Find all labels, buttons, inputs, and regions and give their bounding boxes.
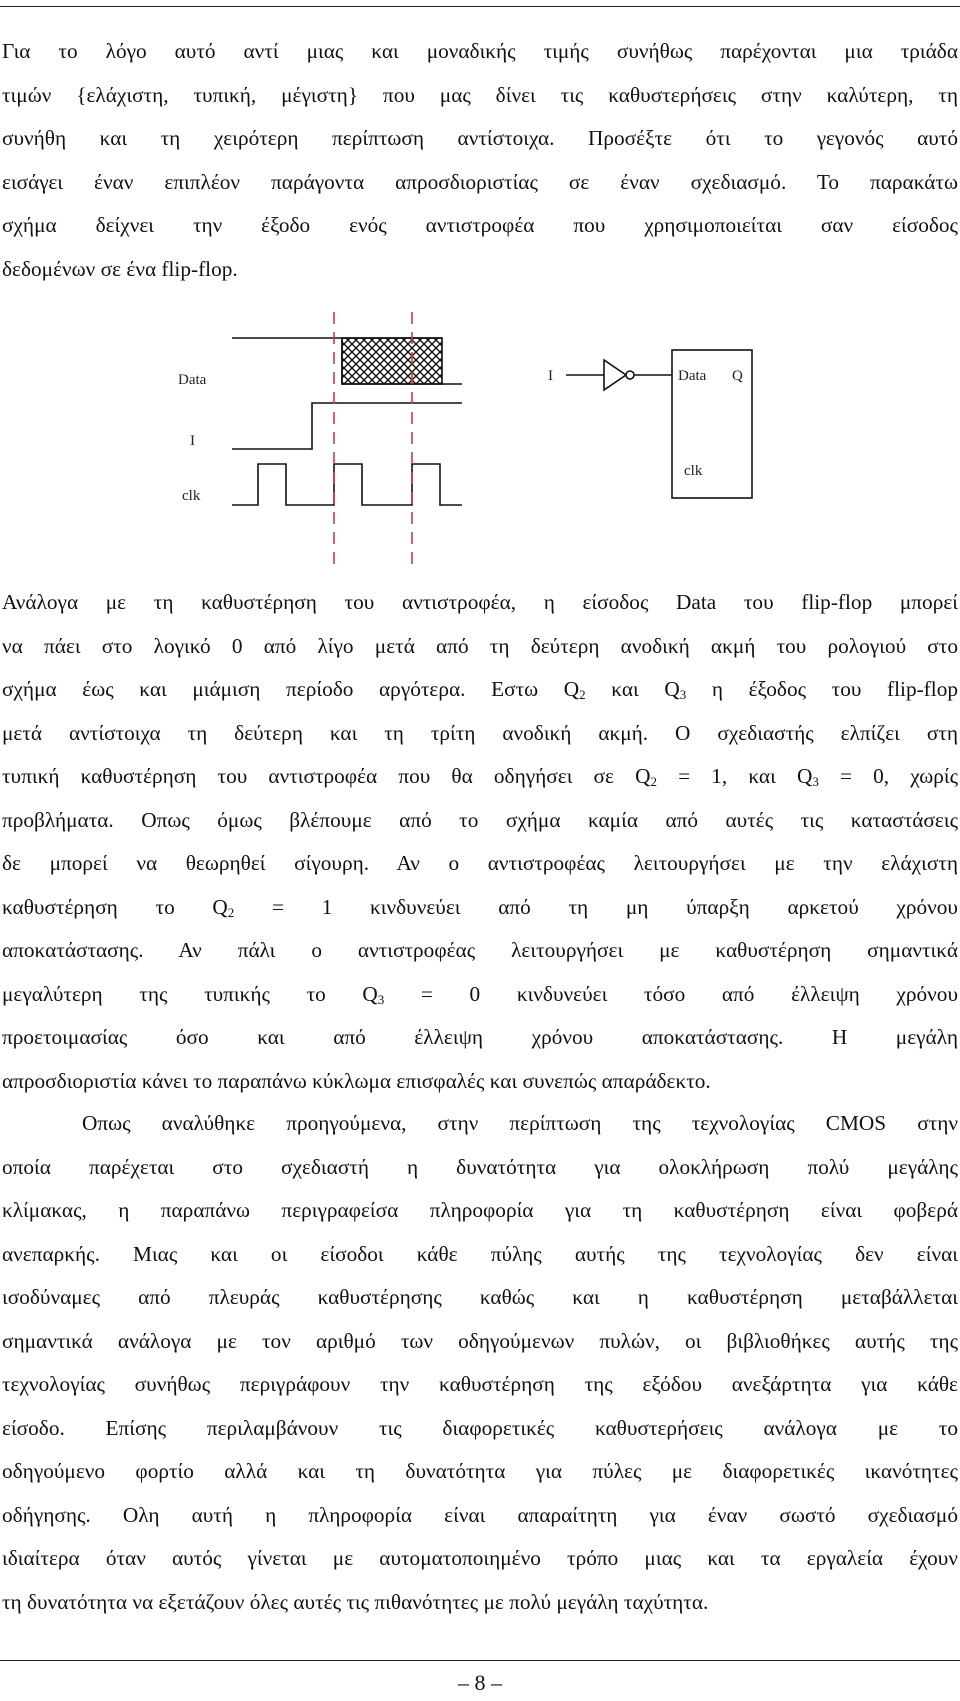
- text-line: είσοδο. Επίσης περιλαμβάνουν τις διαφορετικές καθυστερήσεις ανάλογα με το: [2, 1415, 958, 1440]
- text-line: δεδομένων σε ένα flip-flop.: [2, 256, 238, 281]
- timing-diagram-figure: [0, 300, 960, 580]
- text-line: ιδιαίτερα όταν αυτός γίνεται με αυτοματοποιημένο τρόπο μιας και τα εργαλεία έχουν: [2, 1546, 958, 1570]
- text-line: κλίμακας, η παραπάνω περιγραφείσα πληροφορία για τη καθυστέρηση είναι φοβερά: [2, 1198, 958, 1222]
- flipflop-q-label: Q: [732, 368, 743, 384]
- text-line: σημαντικά ανάλογα με τον αριθμό των οδηγούμενων πυλών, οι βιβλιοθήκες αυτής της: [2, 1328, 958, 1353]
- clock-signal-label: clk: [182, 488, 201, 504]
- data-uncertainty-region: [342, 338, 442, 384]
- inverter-flipflop-circuit: [548, 350, 752, 498]
- text-line: Για το λόγο αυτό αντί μιας και μοναδικής τιμής συνήθως παρέχονται μια τριάδα: [2, 39, 958, 63]
- text-line: αποκατάστασης. Αν πάλι ο αντιστροφέας λειτουργήσει με καθυστέρηση σημαντικά: [2, 938, 958, 962]
- inverter-signal-label: I: [190, 433, 195, 449]
- paragraph-2: [2, 581, 958, 1103]
- text-line: μεγαλύτερη της τυπικής το $Q_3 = 0$ κινδυνεύει τόσο από έλλειψη χρόνου: [2, 981, 958, 1007]
- inverter-output-waveform: [232, 403, 462, 449]
- text-line: απροσδιοριστία κάνει το παραπάνω κύκλωμα επισφαλές και συνεπώς απαράδεκτο.: [2, 1068, 711, 1093]
- text-line: οδήγησης. Ολη αυτή η πληροφορία είναι απαραίτητη για έναν σωστό σχεδιασμό: [2, 1502, 958, 1527]
- inverter-bubble-icon: [626, 371, 634, 379]
- top-rule: [0, 6, 960, 7]
- text-line: Ανάλογα με τη καθυστέρηση του αντιστροφέα, η είσοδος Data του flip-flop μπορεί: [2, 590, 958, 614]
- timing-diagram: [178, 312, 462, 572]
- text-line: προβλήματα. Οπως όμως βλέπουμε από το σχήμα καμία από αυτές τις καταστάσεις: [2, 807, 958, 832]
- text-line: συνήθη και τη χειρότερη περίπτωση αντίστοιχα. Προσέξτε ότι το γεγονός αυτό: [2, 126, 958, 150]
- text-line: εισάγει έναν επιπλέον παράγοντα απροσδιοριστίας σε έναν σχεδιασμό. Το παρακάτω: [2, 169, 958, 194]
- clock-waveform: [232, 464, 462, 505]
- text-line: μετά αντίστοιχα τη δεύτερη και τη τρίτη ανοδική ακμή. Ο σχεδιαστής ελπίζει στη: [2, 720, 958, 745]
- data-signal-label: Data: [178, 372, 207, 388]
- text-line: τεχνολογίας συνήθως περιγράφουν την καθυστέρηση της εξόδου ανεξάρτητα για κάθε: [2, 1372, 958, 1396]
- text-line: τυπική καθυστέρηση του αντιστροφέα που θα οδηγήσει σε $Q_2 = 1$, και $Q_3 = 0$, χωρίς: [2, 764, 959, 789]
- inverter-icon: [604, 360, 626, 390]
- paragraph-1: [2, 30, 958, 291]
- flipflop-data-label: Data: [678, 368, 707, 384]
- footer-rule: [0, 1660, 960, 1661]
- paragraph-3: [2, 1102, 958, 1624]
- text-line: σχήμα έως και μιάμιση περίοδο αργότερα. Εστω $Q_2$ και $Q_3$ η έξοδος του flip-flop: [2, 677, 958, 702]
- text-line: οδηγούμενο φορτίο αλλά και τη δυνατότητα για πύλες με διαφορετικές ικανότητες: [2, 1459, 958, 1483]
- text-line: Οπως αναλύθηκε προηγούμενα, στην περίπτωση της τεχνολογίας CMOS στην: [82, 1111, 958, 1135]
- text-line: σχήμα δείχνει την έξοδο ενός αντιστροφέα που χρησιμοποιείται σαν είσοδος: [2, 213, 958, 237]
- text-line: οποία παρέχεται στο σχεδιαστή η δυνατότητα για ολοκλήρωση πολύ μεγάλης: [2, 1154, 958, 1179]
- text-line: καθυστέρηση το $Q_2 = 1$ κινδυνεύει από τη μη ύπαρξη αρκετού χρόνου: [2, 894, 958, 920]
- text-line: να πάει στο λογικό 0 από λίγο μετά από τη δεύτερη ανοδική ακμή του ρολογιού στο: [2, 633, 958, 658]
- text-line: ανεπαρκής. Μιας και οι είσοδοι κάθε πύλης αυτής της τεχνολογίας δεν είναι: [2, 1241, 958, 1266]
- text-line: δε μπορεί να θεωρηθεί σίγουρη. Αν ο αντιστροφέας λειτουργήσει με την ελάχιστη: [2, 851, 958, 875]
- circuit-input-label: I: [548, 368, 553, 384]
- page-number: – 8 –: [458, 1670, 502, 1695]
- text-line: τιμών {ελάχιστη, τυπική, μέγιστη} που μας δίνει τις καθυστερήσεις στην καλύτερη, τη: [2, 82, 958, 107]
- text-line: προετοιμασίας όσο και από έλλειψη χρόνου αποκατάστασης. Η μεγάλη: [2, 1025, 958, 1049]
- text-line: ισοδύναμες από πλευράς καθυστέρησης καθώς και η καθυστέρηση μεταβάλλεται: [2, 1285, 958, 1309]
- text-line: τη δυνατότητα να εξετάζουν όλες αυτές τις πιθανότητες με πολύ μεγάλη ταχύτητα.: [2, 1589, 709, 1614]
- flipflop-clk-label: clk: [684, 463, 703, 479]
